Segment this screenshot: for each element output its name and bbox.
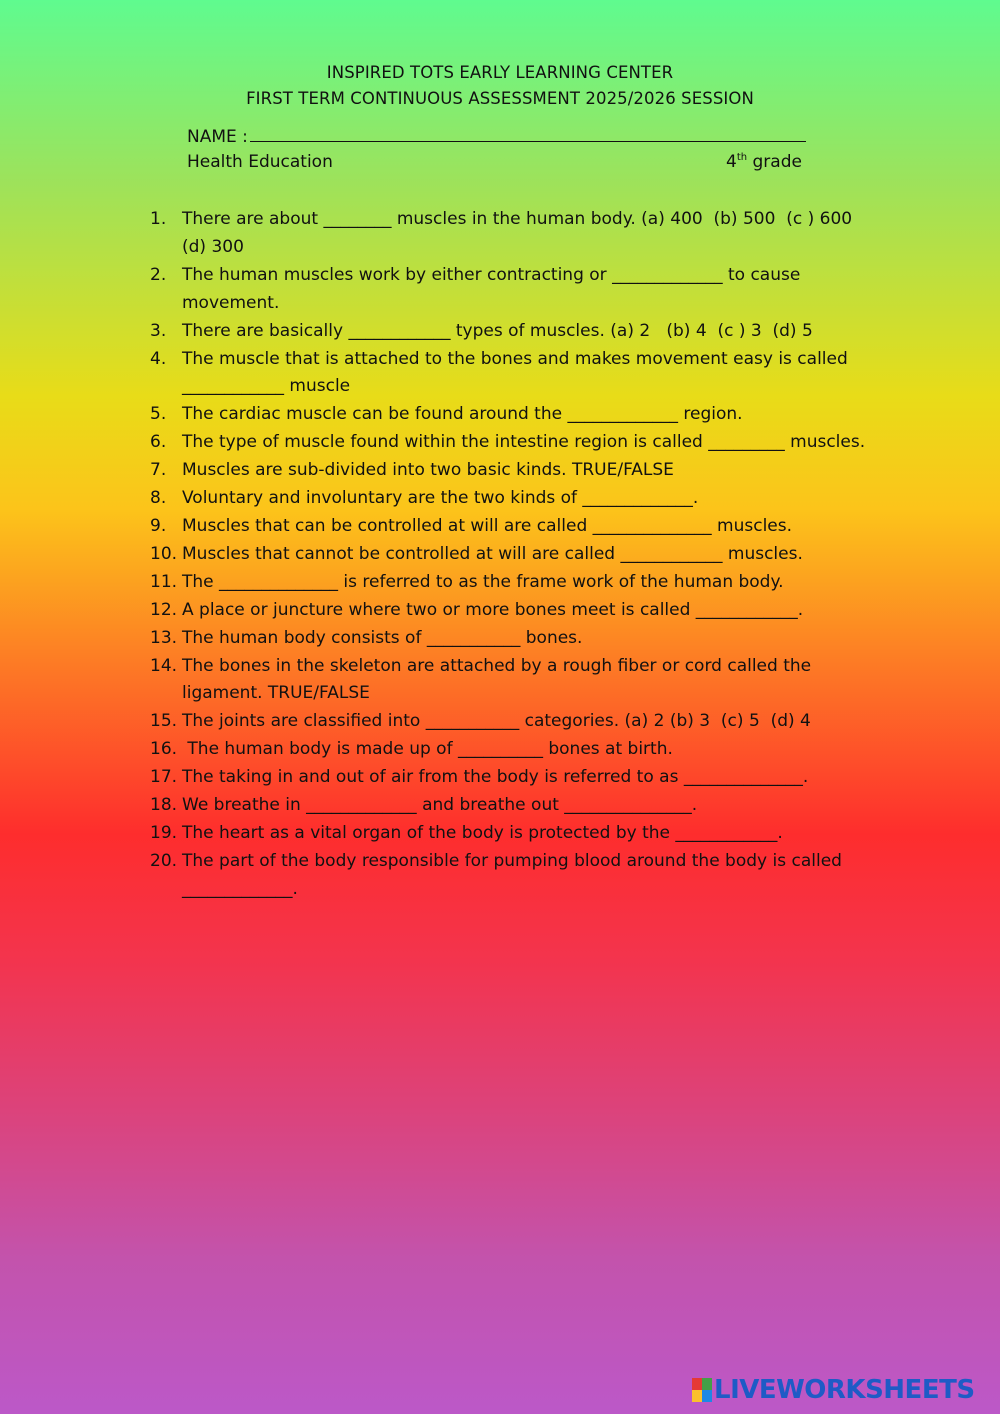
liveworksheets-logo	[692, 1374, 975, 1406]
question-item	[150, 597, 880, 625]
question-number: 5.	[150, 404, 167, 425]
question-item	[150, 541, 880, 569]
question-number: 1.	[150, 209, 167, 229]
question-item	[150, 206, 880, 262]
question-number: 13.	[150, 627, 178, 648]
question-text: Muscles that cannot be controlled at will are called ____________ muscles.	[182, 543, 803, 564]
question-text: The human body is made up of __________ bones at birth.	[182, 739, 673, 760]
question-number: 18.	[150, 795, 178, 816]
question-item	[150, 401, 880, 429]
question-text: The part of the body responsible for pumping blood around the body is called _____________.	[182, 850, 848, 899]
question-item	[150, 513, 880, 541]
question-number: 10.	[150, 543, 178, 564]
assessment-title: FIRST TERM CONTINUOUS ASSESSMENT 2025/2026 SESSION	[246, 89, 754, 108]
question-item	[150, 764, 880, 792]
question-number: 4.	[150, 348, 167, 369]
question-number: 9.	[150, 515, 167, 536]
question-item	[150, 457, 880, 485]
grade-word: grade	[747, 152, 802, 172]
question-text: We breathe in _____________ and breathe out _______________.	[182, 795, 698, 816]
question-number: 17.	[150, 767, 178, 788]
liveworksheets-mark-icon	[692, 1378, 712, 1402]
logo-square-red	[692, 1378, 702, 1390]
question-text: The ______________ is referred to as the frame work of the human body.	[182, 571, 784, 592]
question-number: 12.	[150, 599, 178, 620]
question-number: 16.	[150, 739, 178, 760]
logo-square-green	[702, 1378, 712, 1390]
question-text: There are about ________ muscles in the human body. (a) 400 (b) 500 (c ) 600 (d) 300	[182, 209, 858, 257]
question-text: Muscles that can be controlled at will are called ______________ muscles.	[182, 515, 793, 536]
question-number: 14.	[150, 655, 178, 676]
question-number: 20.	[150, 850, 178, 871]
question-item	[150, 262, 880, 318]
question-item	[150, 820, 880, 848]
question-number: 6.	[150, 432, 167, 453]
question-number: 7.	[150, 460, 167, 481]
question-item	[150, 346, 880, 402]
question-text: The heart as a vital organ of the body is protected by the ____________.	[182, 822, 783, 843]
question-text: Muscles are sub-divided into two basic kinds. TRUE/FALSE	[182, 460, 674, 481]
question-item	[150, 569, 880, 597]
question-text: The bones in the skeleton are attached by a rough fiber or cord called the ligament. TRUE/FALSE	[182, 655, 817, 704]
question-item	[150, 708, 880, 736]
name-row	[187, 124, 806, 147]
question-item	[150, 792, 880, 820]
school-name: INSPIRED TOTS EARLY LEARNING CENTER	[326, 63, 674, 82]
question-number: 8.	[150, 488, 167, 509]
grade-label	[726, 152, 802, 172]
question-text: The type of muscle found within the intestine region is called _________ muscles.	[182, 432, 866, 453]
question-text: The human body consists of ___________ bones.	[182, 627, 583, 648]
question-number: 3.	[150, 320, 167, 341]
question-text: The muscle that is attached to the bones and makes movement easy is called ____________ muscle	[182, 348, 854, 397]
question-text: The taking in and out of air from the body is referred to as ______________.	[182, 767, 809, 788]
question-item	[150, 625, 880, 653]
question-number: 19.	[150, 822, 178, 843]
name-label: NAME :	[187, 127, 248, 147]
question-number: 11.	[150, 571, 178, 592]
question-number: 15.	[150, 711, 178, 732]
question-item	[150, 485, 880, 513]
question-item	[150, 736, 880, 764]
question-number: 2.	[150, 264, 167, 285]
question-text: A place or juncture where two or more bones meet is called ____________.	[182, 599, 804, 620]
question-item	[150, 653, 880, 709]
subject-label: Health Education	[187, 152, 333, 172]
question-item	[150, 318, 880, 346]
logo-square-yellow	[692, 1390, 702, 1402]
question-text: The joints are classified into ___________ categories. (a) 2 (b) 3 (c) 5 (d) 4	[182, 711, 811, 732]
logo-square-blue	[702, 1390, 712, 1402]
question-item	[150, 429, 880, 457]
grade-number: 4	[726, 152, 737, 172]
question-text: Voluntary and involuntary are the two kinds of _____________.	[182, 488, 699, 509]
question-text: The human muscles work by either contracting or _____________ to cause movement.	[182, 264, 806, 313]
name-field[interactable]	[250, 124, 806, 142]
logo-text: LIVEWORKSHEETS	[714, 1375, 975, 1405]
question-list	[150, 206, 880, 904]
grade-suffix: th	[736, 152, 748, 163]
question-text: The cardiac muscle can be found around the _____________ region.	[182, 404, 743, 425]
question-text: There are basically ____________ types of muscles. (a) 2 (b) 4 (c ) 3 (d) 5	[182, 320, 813, 341]
question-item	[150, 848, 880, 904]
